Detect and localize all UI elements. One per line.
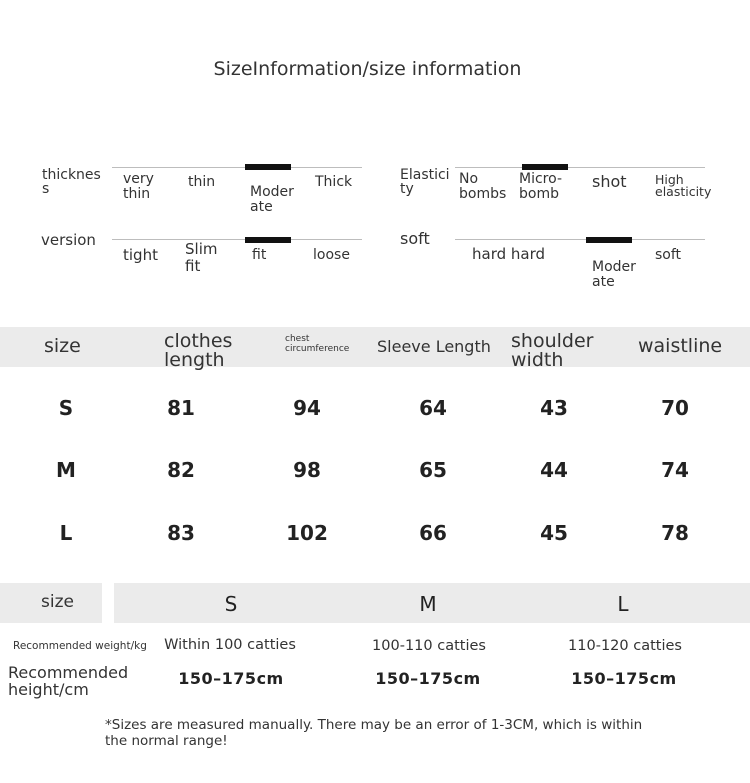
recommended-height-s: 150–175cm: [178, 669, 284, 688]
size-table-cell: 81: [167, 396, 195, 420]
size-table-header-clothes-length: clothes length: [164, 330, 233, 371]
version-option-slim-fit: Slim fit: [185, 240, 218, 275]
recommended-height-label: Recommended height/cm: [8, 663, 129, 699]
size-table-cell: 74: [661, 458, 689, 482]
size-table-cell: 83: [167, 521, 195, 545]
size-table-cell: 82: [167, 458, 195, 482]
version-label: version: [41, 231, 96, 249]
size-table-header-waistline: waistline: [638, 335, 723, 357]
recommendation-size-m: M: [419, 592, 437, 616]
elasticity-option-no-bombs: No bombs: [459, 171, 507, 202]
size-table-cell: 45: [540, 521, 568, 545]
recommendation-size-s: S: [224, 592, 238, 616]
thickness-option-moderate: Moder ate: [250, 184, 294, 215]
thickness-option-very-thin: very thin: [123, 171, 154, 202]
recommended-weight-l: 110-120 catties: [568, 638, 682, 654]
measurement-note: *Sizes are measured manually. There may be an error of 1-3CM, which is within the normal range!: [105, 717, 643, 749]
version-option-loose: loose: [313, 247, 350, 263]
recommended-height-m: 150–175cm: [375, 669, 481, 688]
soft-label: soft: [400, 229, 430, 248]
thickness-selected-marker: [245, 164, 291, 170]
size-table-header-chest-circumference: chest circumference: [285, 334, 350, 354]
elasticity-option-micro-bomb: Micro- bomb: [519, 171, 562, 202]
soft-option-moderate: Moder ate: [592, 259, 636, 290]
size-table-cell: 78: [661, 521, 689, 545]
thickness-label: thicknes s: [42, 167, 101, 197]
size-table-header-size: size: [44, 335, 81, 357]
size-table-cell: 70: [661, 396, 689, 420]
elasticity-option-high-elasticity: High elasticity: [655, 172, 712, 199]
recommended-weight-s: Within 100 catties: [164, 637, 296, 653]
elasticity-scale-line: [455, 167, 705, 168]
size-table-cell: 65: [419, 458, 447, 482]
soft-option-hard-hard: hard hard: [472, 245, 546, 263]
thickness-option-thin: thin: [188, 174, 216, 190]
soft-scale-line: [455, 239, 705, 240]
size-table-cell: L: [59, 521, 73, 545]
page-title: SizeInformation/size information: [213, 58, 522, 80]
recommended-height-l: 150–175cm: [571, 669, 677, 688]
soft-option-soft: soft: [655, 247, 682, 263]
elasticity-option-shot: shot: [592, 172, 627, 191]
elasticity-selected-marker: [522, 164, 568, 170]
elasticity-label: Elastici ty: [400, 167, 450, 197]
soft-selected-marker: [586, 237, 632, 243]
size-table-cell: 44: [540, 458, 568, 482]
thickness-option-thick: Thick: [315, 174, 353, 190]
size-table-cell: 66: [419, 521, 447, 545]
size-table-cell: S: [58, 396, 74, 420]
version-selected-marker: [245, 237, 291, 243]
size-table-cell: 64: [419, 396, 447, 420]
recommended-weight-m: 100-110 catties: [372, 638, 486, 654]
size-table-cell: 43: [540, 396, 568, 420]
size-table-cell: 94: [293, 396, 321, 420]
recommendation-size-label: size: [41, 592, 74, 612]
size-table-cell: M: [56, 458, 76, 482]
size-table-cell: 98: [293, 458, 321, 482]
version-scale-line: [112, 239, 362, 240]
size-table-cell: 102: [286, 521, 328, 545]
thickness-scale-line: [112, 167, 362, 168]
size-table-header-sleeve-length: Sleeve Length: [377, 337, 491, 356]
size-table-header-shoulder-width: shoulder width: [511, 330, 594, 371]
recommended-weight-label: Recommended weight/kg: [13, 640, 147, 652]
version-option-fit: fit: [252, 247, 267, 263]
version-option-tight: tight: [123, 246, 158, 264]
recommendation-size-l: L: [617, 592, 629, 616]
